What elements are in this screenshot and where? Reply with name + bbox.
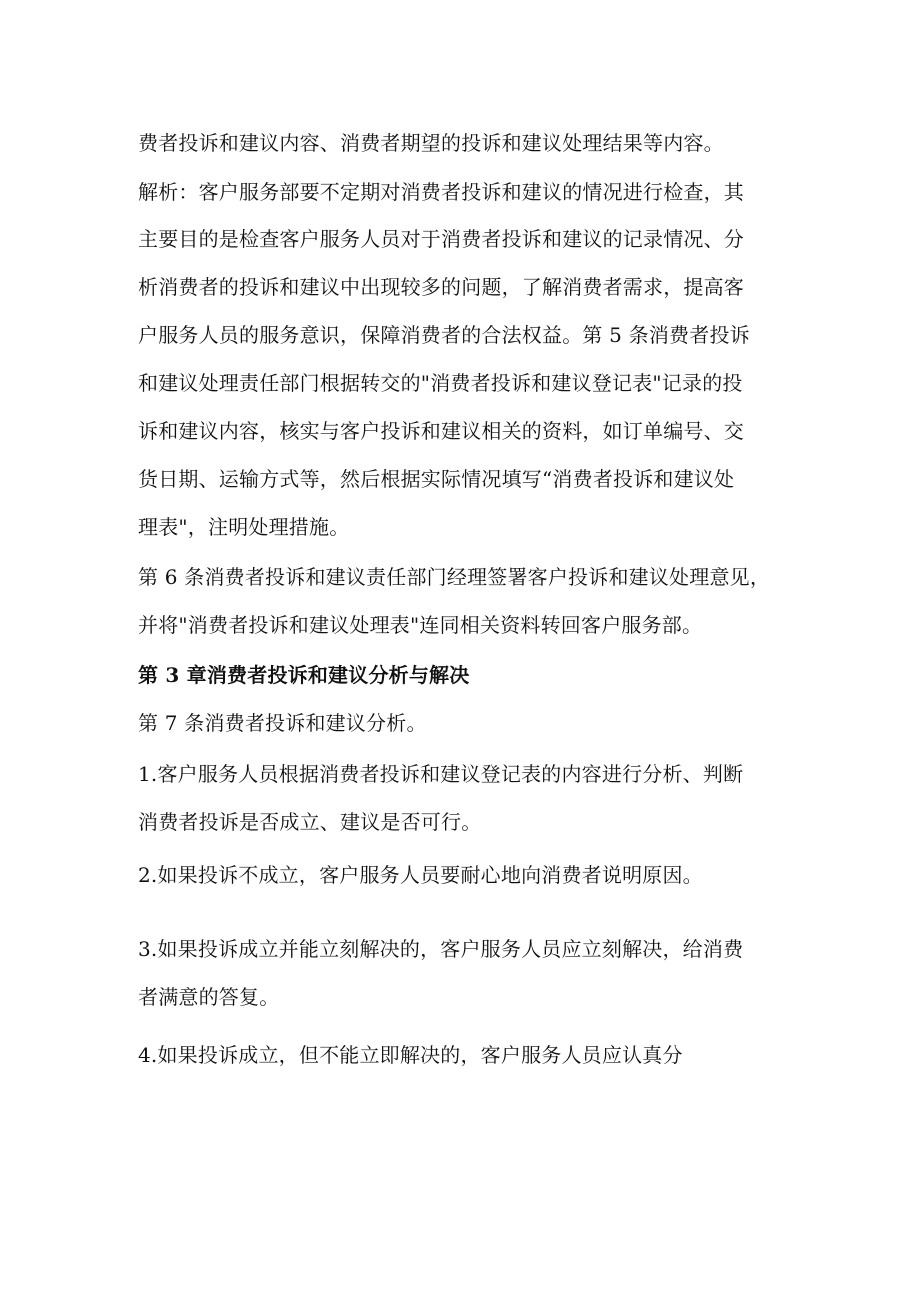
text-line: 并将"消费者投诉和建议处理表"连同相关资料转回客户服务部。 bbox=[138, 613, 703, 637]
text-line: 主要目的是检查客户服务人员对于消费者投诉和建议的记录情况、分 bbox=[138, 227, 744, 251]
text-line: 费者投诉和建议内容、消费者期望的投诉和建议处理结果等内容。 bbox=[138, 131, 724, 155]
text-line: 诉和建议内容，核实与客户投诉和建议相关的资料，如订单编号、交 bbox=[138, 419, 744, 443]
text-line: 析消费者的投诉和建议中出现较多的问题，了解消费者需求，提高客 bbox=[138, 275, 744, 299]
text-line: 1.客户服务人员根据消费者投诉和建议登记表的内容进行分析、判断 bbox=[138, 762, 744, 786]
text-line: 4.如果投诉成立，但不能立即解决的，客户服务人员应认真分 bbox=[138, 1043, 683, 1067]
text-line: 理表"，注明处理措施。 bbox=[138, 515, 350, 539]
text-line: 者满意的答复。 bbox=[138, 985, 280, 1009]
text-line: 第 6 条消费者投诉和建议责任部门经理签署客户投诉和建议处理意见， bbox=[138, 565, 771, 589]
chapter-heading: 第 3 章消费者投诉和建议分析与解决 bbox=[138, 663, 470, 687]
article-title: 第 7 条消费者投诉和建议分析。 bbox=[138, 711, 427, 735]
text-line: 消费者投诉是否成立、建议是否可行。 bbox=[138, 810, 482, 834]
text-line: 2.如果投诉不成立，客户服务人员要耐心地向消费者说明原因。 bbox=[138, 863, 703, 887]
text-line: 和建议处理责任部门根据转交的"消费者投诉和建议登记表"记录的投 bbox=[138, 371, 743, 395]
text-line: 解析：客户服务部要不定期对消费者投诉和建议的情况进行检查，其 bbox=[138, 180, 744, 204]
text-line: 3.如果投诉成立并能立刻解决的，客户服务人员应立刻解决，给消费 bbox=[138, 937, 744, 961]
text-line: 货日期、运输方式等，然后根据实际情况填写“消费者投诉和建议处 bbox=[138, 467, 735, 491]
text-line: 户服务人员的服务意识，保障消费者的合法权益。第 5 条消费者投诉 bbox=[138, 323, 750, 347]
